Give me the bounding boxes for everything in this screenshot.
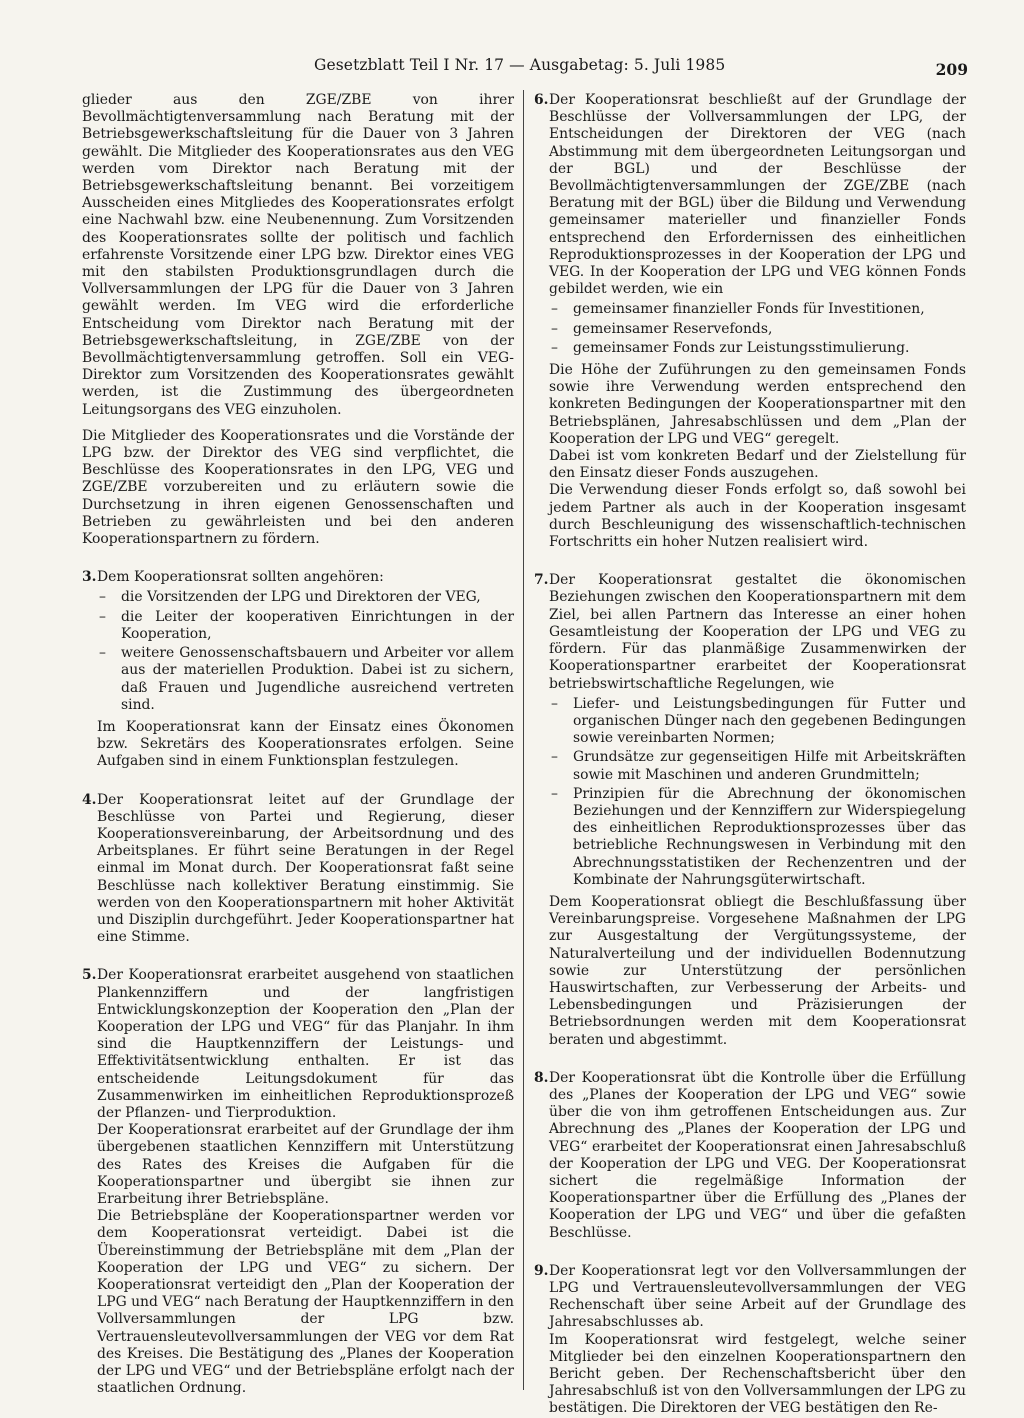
section-5-p2: Der Kooperationsrat erarbeitet auf der Grundlage der ihm übergebenen staatlichen Kennziffern mit Unterstützung des Rates des Kreises die Aufgaben für die Kooperationspartner und übergibt sie ihnen zur Erarbeitung ihrer Betriebspläne.	[97, 1122, 514, 1207]
list-item: – gemeinsamer Reservefonds,	[549, 321, 966, 338]
page-header	[82, 52, 968, 92]
section-5	[82, 967, 514, 1397]
paragraph-obligations: Die Mitglieder des Kooperationsrates und die Vorstände der LPG bzw. der Direktor des VEG sind verpflichtet, die Beschlüsse des Kooperationsrates in den LPG, VEG und ZGE/ZBE vorzubereiten und zu erläutern sowie die Durchsetzung in ihren eigenen Genossenschaften und Betrieben zu gewährleisten und bei den anderen Kooperationspartnern zu fördern.	[82, 427, 514, 548]
list-item: – gemeinsamer finanzieller Fonds für Investitionen,	[549, 301, 966, 318]
section-3-after: Im Kooperationsrat kann der Einsatz eines Ökonomen bzw. Sekretärs des Kooperationsrates erfolgen. Seine Aufgaben sind in einem Funktionsplan festzulegen.	[97, 718, 514, 770]
section-6-list	[549, 301, 966, 357]
section-number: 7.	[534, 572, 549, 589]
list-item: – Prinzipien für die Abrechnung der ökonomischen Beziehungen und der Kennziffern zur Widerspiegelung des einheitlichen Reproduktionsprozesses über das betriebliche Rechnungswesen in Verbindung mit den Abrechnungsstatistiken der Rechenzentren und der Kombinate der Nahrungsgüterwirtschaft.	[549, 786, 966, 889]
section-6	[534, 92, 966, 551]
section-8	[534, 1070, 966, 1242]
section-number: 9.	[534, 1262, 549, 1279]
page-header-title: Gesetzblatt Teil I Nr. 17 — Ausgabetag: 5. Juli 1985	[314, 56, 726, 74]
text-columns	[82, 92, 968, 1417]
section-number: 6.	[534, 92, 549, 108]
section-7-list	[549, 696, 966, 889]
section-number: 4.	[82, 791, 97, 808]
section-7-p1: Der Kooperationsrat gestaltet die ökonomischen Beziehungen zwischen den Kooperationspartnern mit dem Ziel, bei allen Partnern das Interesse an einer hohen Gesamtleistung der Kooperation der LPG und VEG zu fördern. Für das planmäßige Zusammenwirken der Kooperationspartner erarbeitet der Kooperationsrat betriebswirtschaftliche Regelungen, wie	[549, 572, 966, 692]
section-6-p2: Die Höhe der Zuführungen zu den gemeinsamen Fonds sowie ihre Verwendung werden entsprechend den konkreten Bedingungen der Kooperationspartner mit den Betriebsplänen, Jahresabschlüssen und dem „Plan der Kooperation der LPG und VEG“ geregelt.	[549, 362, 966, 447]
section-9-p1: Der Kooperationsrat legt vor den Vollversammlungen der LPG und Vertrauensleutevollversammlungen der VEG Rechenschaft über seine Arbeit auf der Grundlage des Jahresabschlusses ab.	[549, 1262, 966, 1331]
section-6-p1: Der Kooperationsrat beschließt auf der Grundlage der Beschlüsse der Vollversammlungen der LPG, der Entscheidungen der Direktoren der VEG (nach Abstimmung mit dem übergeordneten Leitungsorgan und der BGL) und der Beschlüsse der Bevollmächtigtenversammlungen der ZGE/ZBE (nach Beratung mit der BGL) über die Bildung und Verwendung gemeinsamer materieller und finanzieller Fonds entsprechend den Erfordernissen des einheitlichen Reproduktionsprozesses in der Kooperation der LPG und VEG. In der Kooperation der LPG und VEG können Fonds gebildet werden, wie ein	[549, 92, 966, 298]
section-9	[534, 1263, 966, 1418]
list-item: – Grundsätze zur gegenseitigen Hilfe mit Arbeitskräften sowie mit Maschinen und anderen Grundmitteln;	[549, 749, 966, 783]
section-number: 8.	[534, 1069, 549, 1086]
section-6-p3: Dabei ist vom konkreten Bedarf und der Zielstellung für den Einsatz dieser Fonds auszugehen.	[549, 448, 966, 482]
list-item: – weitere Genossenschaftsbauern und Arbeiter vor allem aus der materiellen Produktion. Dabei ist zu sichern, daß Frauen und Jugendliche ausreichend vertreten sind.	[97, 645, 514, 714]
page-number: 209	[935, 60, 968, 79]
right-column	[534, 92, 966, 1418]
continuation-paragraph: glieder aus den ZGE/ZBE von ihrer Bevollmächtigtenversammlung nach Beratung mit der Betriebsgewerkschaftsleitung für die Dauer von 3 Jahren gewählt. Die Mitglieder des Kooperationsrates aus den VEG werden vom Direktor nach Beratung mit der Betriebsgewerkschaftsleitung benannt. Bei vorzeitigem Ausscheiden eines Mitgliedes des Kooperationsrates erfolgt eine Nachwahl bzw. eine Neubenennung. Zum Vorsitzenden des Kooperationsrates sollte der politisch und fachlich erfahrenste Vorsitzende einer LPG bzw. Direktor eines VEG mit den stabilsten Produktionsgrundlagen durch die Vollversammlungen der LPG für die Dauer von 3 Jahren gewählt werden. Im VEG wird die erforderliche Entscheidung vom Direktor nach Beratung mit der Betriebsgewerkschaftsleitung, in ZGE/ZBE von der Bevollmächtigtenversammlung getroffen. Soll ein VEG-Direktor zum Vorsitzenden des Kooperationsrates gewählt werden, ist die Zustimmung des übergeordneten Leitungsorgans des VEG einzuholen.	[82, 92, 514, 418]
section-6-p4: Die Verwendung dieser Fonds erfolgt so, daß sowohl bei jedem Partner als auch in der Kooperation insgesamt durch Beschleunigung des wissenschaftlich-technischen Fortschritts ein hoher Nutzen realisiert wird.	[549, 482, 966, 551]
list-item: – gemeinsamer Fonds zur Leistungsstimulierung.	[549, 340, 966, 357]
column-divider	[523, 90, 524, 1390]
section-4	[82, 792, 514, 947]
left-column	[82, 92, 514, 1397]
section-3-list	[97, 589, 514, 713]
section-5-p3: Die Betriebspläne der Kooperationspartner werden vor dem Kooperationsrat verteidigt. Dabei ist die Übereinstimmung der Betriebspläne mit dem „Plan der Kooperation der LPG und VEG“ zu sichern. Der Kooperationsrat verteidigt den „Plan der Kooperation der LPG und VEG“ nach Beratung der Hauptkennziffern in den Vollversammlungen der LPG bzw. Vertrauensleutevollversammlungen der VEG vor dem Rat des Kreises. Die Bestätigung des „Planes der Kooperation der LPG und VEG“ und der Betriebspläne erfolgt nach der staatlichen Ordnung.	[97, 1208, 514, 1397]
list-item: – die Vorsitzenden der LPG und Direktoren der VEG,	[97, 589, 514, 606]
section-number: 3.	[82, 569, 97, 586]
section-5-p1: Der Kooperationsrat erarbeitet ausgehend von staatlichen Plankennziffern und der langfristigen Entwicklungskonzeption der Kooperation den „Plan der Kooperation der LPG und VEG“ für das Planjahr. In ihm sind die Hauptkennziffern der Leistungs- und Effektivitätsentwicklung enthalten. Er ist das entscheidende Leitungsdokument für das Zusammenwirken im einheitlichen Reproduktionsprozeß der Pflanzen- und Tierproduktion.	[97, 967, 514, 1121]
section-9-p2: Im Kooperationsrat wird festgelegt, welche seiner Mitglieder bei den einzelnen Kooperationspartnern den Bericht geben. Der Rechenschaftsbericht über den Jahresabschluß ist von den Vollversammlungen der LPG zu bestätigen. Die Direktoren der VEG bestätigen den Re-	[549, 1331, 966, 1417]
section-3	[82, 569, 514, 770]
section-number: 5.	[82, 967, 97, 984]
section-8-text: Der Kooperationsrat übt die Kontrolle über die Erfüllung des „Planes der Kooperation der LPG und VEG“ sowie über die von ihm getroffenen Entscheidungen aus. Zur Abrechnung des „Planes der Kooperation der LPG und VEG“ erarbeitet der Kooperationsrat einen Jahresabschluß der Kooperation der LPG und VEG. Der Kooperationsrat sichert die regelmäßige Information der Kooperationspartner über die Erfüllung des „Planes der Kooperation der LPG und VEG“ und über die gefaßten Beschlüsse.	[549, 1069, 966, 1241]
list-item: – Liefer- und Leistungsbedingungen für Futter und organischen Dünger nach den gegebenen Bedingungen sowie vereinbarten Normen;	[549, 696, 966, 748]
section-3-intro: Dem Kooperationsrat sollten angehören:	[97, 569, 384, 586]
section-4-text: Der Kooperationsrat leitet auf der Grundlage der Beschlüsse von Partei und Regierung, dieser Kooperationsvereinbarung, der Arbeitsordnung und des Arbeitsplanes. Er führt seine Beratungen in der Regel einmal im Monat durch. Der Kooperationsrat faßt seine Beschlüsse nach kollektiver Beratung einstimmig. Sie werden von den Kooperationspartnern mit hoher Aktivität und Disziplin durchgeführt. Jeder Kooperationspartner hat eine Stimme.	[97, 791, 514, 946]
section-7-p2: Dem Kooperationsrat obliegt die Beschlußfassung über Vereinbarungspreise. Vorgesehene Maßnahmen der LPG zur Ausgestaltung der Vergütungssysteme, der Naturalverteilung und der individuellen Bodennutzung sowie zur Unterstützung der persönlichen Hauswirtschaften, zur Verbesserung der Arbeits- und Lebensbedingungen und Präzisierungen der Betriebsordnungen werden mit dem Kooperationsrat beraten und abgestimmt.	[549, 893, 966, 1048]
section-7	[534, 572, 966, 1048]
list-item: – die Leiter der kooperativen Einrichtungen in der Kooperation,	[97, 609, 514, 643]
